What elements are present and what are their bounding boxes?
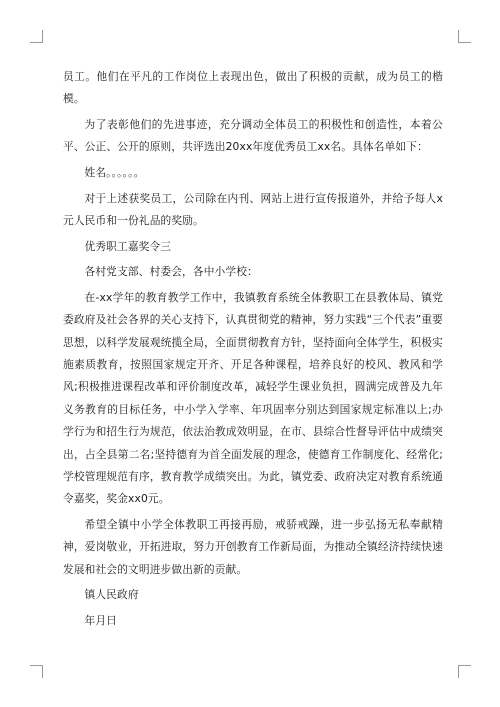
crop-mark-bottom-left <box>30 665 43 678</box>
paragraph-closing-hope: 希望全镇中小学全体教职工再接再励，戒骄戒躁，进一步弘扬无私奉献精神，爱岗敬业，开拓进取，努力开创教育工作新局面，为推动全镇经济持续快速发展和社会的文明进步做出新的贡献。 <box>63 518 443 576</box>
paragraph-reward: 对于上述获奖员工，公司除在内刊、网站上进行宣传报道外，并给予每人x元人民币和一份礼品的奖励。 <box>63 191 443 227</box>
crop-mark-bottom-right <box>458 665 471 678</box>
paragraph-commendation-intro: 为了表彰他们的先进事迹，充分调动全体员工的积极性和创造性，本着公平、公正、公开的原则，共评选出20xx年度优秀员工xx名。具体名单如下： <box>63 118 443 154</box>
salutation: 各村党支部、村委会，各中小学校： <box>84 265 258 279</box>
paragraph-name-list: 姓名。。。。。。 <box>84 166 145 179</box>
signature-date: 年月日 <box>84 614 118 628</box>
document-body <box>63 66 443 636</box>
signature-issuer: 镇人民政府 <box>84 588 139 602</box>
crop-mark-top-left <box>30 30 43 43</box>
crop-mark-top-right <box>458 30 471 43</box>
paragraph-main-body: 在-xx学年的教育教学工作中，我镇教育系统全体教职工在县教体局、镇党委政府及社会各界的关心支持下，认真贯彻党的精神，努力实践“三个代表”重要思想，以科学发展观统揽全局，全面贯彻教育方针，坚持面向全体学生，积极实施素质教育，按照国家规定开齐、开足各种课程，培养良好的校风、教风和学风;积极推进课程改革和评价制度改革，减轻学生课业负担，圆满完成普及九年义务教育的目标任务，中小学入学率、年巩固率分别达到国家规定标准以上;办学行为和招生行为规范，依法治教成效明显，在市、县综合性督导评估中成绩突出，占全县第二名;坚持德育为首全面发展的理念，使德育工作制度化、经常化;学校管理规范有序，教育教学成绩突出。为此，镇党委、政府决定对教育系统通令嘉奖，奖金xx0元。 <box>63 290 443 506</box>
paragraph-continuation: 员工。他们在平凡的工作岗位上表现出色，做出了积极的贡献，成为员工的楷模。 <box>63 70 443 106</box>
section-heading: 优秀职工嘉奖令三 <box>84 239 172 253</box>
